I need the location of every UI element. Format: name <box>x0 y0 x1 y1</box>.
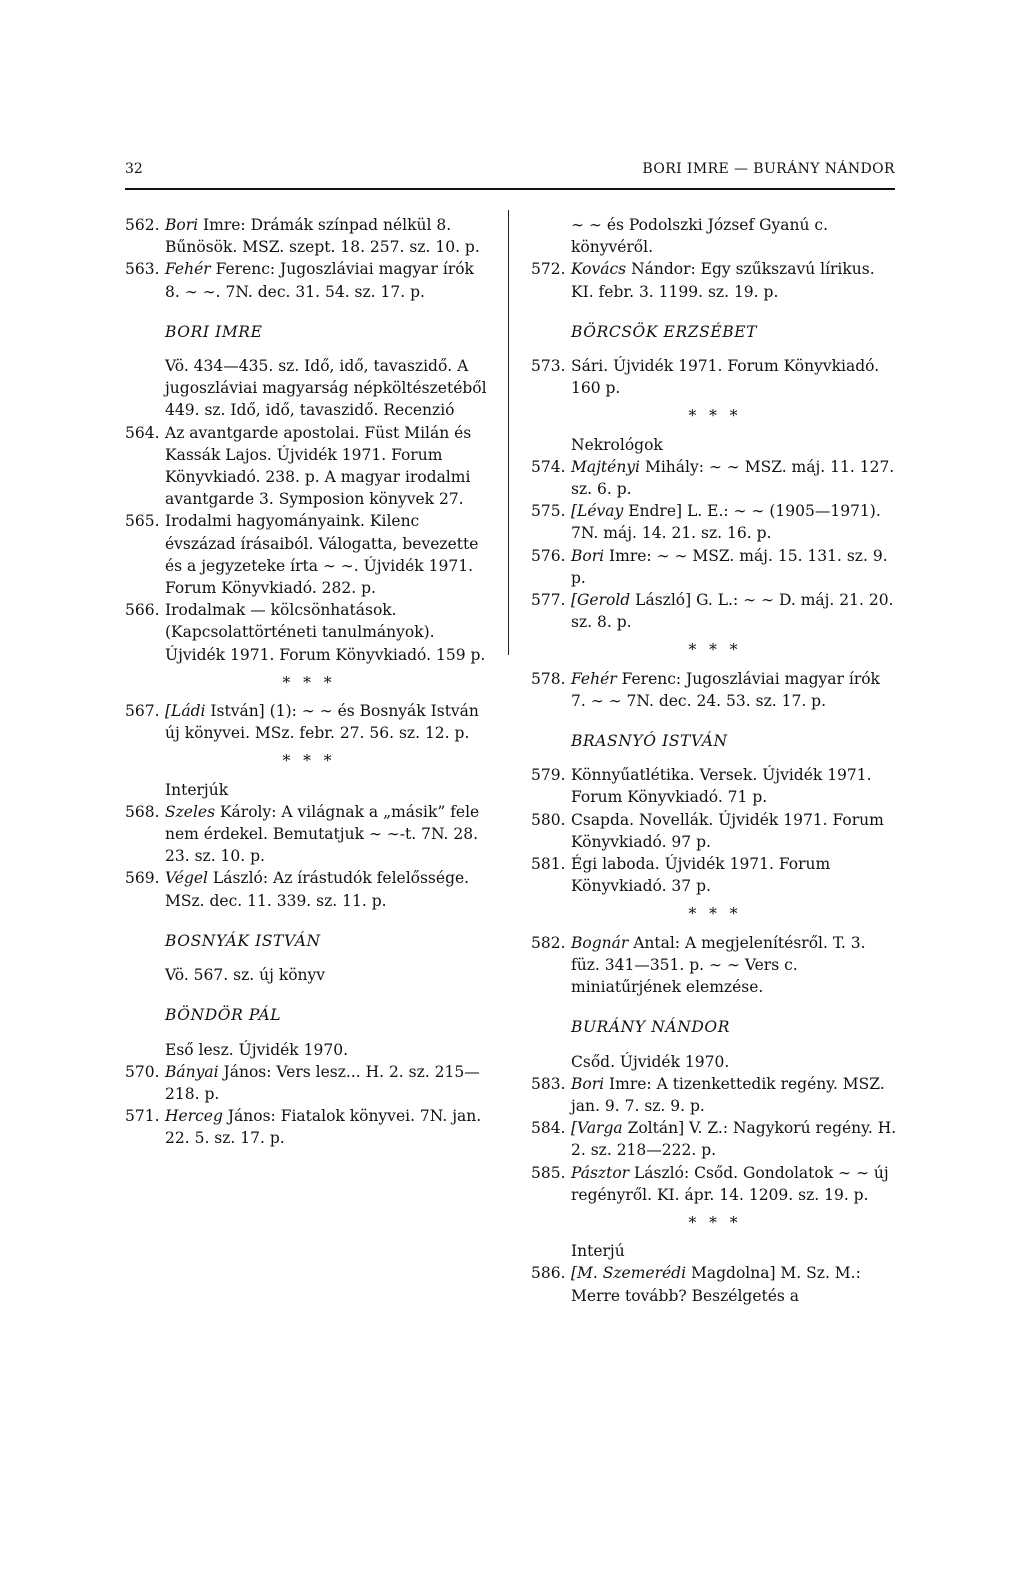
continued-text: ∼ ∼ és Podolszki József Gyanú c. könyvéről. <box>571 216 829 257</box>
entry-author: Fehér <box>165 260 211 279</box>
entry-author: Majtényi <box>571 457 641 476</box>
entry-566 <box>125 599 493 666</box>
book-title: Csőd. Újvidék 1970. <box>571 1052 730 1071</box>
entry-text: Nándor: Egy szűkszavú lírikus. KI. febr. 3. 1199. sz. 19. p. <box>571 260 875 301</box>
section-separator: * * * <box>282 673 336 692</box>
entry-text: László] G. L.: ∼ ∼ D. máj. 21. 20. sz. 8. p. <box>571 591 894 632</box>
entry-text: Mihály: ∼ ∼ MSZ. máj. 11. 127. sz. 6. p. <box>571 457 895 499</box>
subsection-label: Interjú <box>571 1242 625 1261</box>
section-heading-bori-imre: BORI IMRE <box>165 322 263 341</box>
entry-author: Bányai <box>165 1062 219 1081</box>
entry-number: 578. <box>531 669 566 688</box>
entry-number: 575. <box>531 502 566 521</box>
section-heading-burany-nandor: BURÁNY NÁNDOR <box>571 1018 730 1037</box>
cross-reference: Vö. 434—435. sz. Idő, idő, tavaszidő. A jugoszláviai magyarság népköltészetéből <box>165 357 487 398</box>
entry-578 <box>531 668 899 712</box>
entry-number: 566. <box>125 601 160 620</box>
entry-575 <box>531 500 899 544</box>
section-separator: * * * <box>688 641 742 660</box>
section-separator: * * * <box>688 1213 742 1232</box>
entry-text: Imre: A tizenkettedik regény. MSZ. jan. 9. 7. sz. 9. p. <box>571 1074 885 1115</box>
entry-567 <box>125 700 493 744</box>
section-heading-bondor-pal: BÖNDÖR PÁL <box>165 1006 282 1025</box>
entry-number: 583. <box>531 1074 566 1093</box>
entry-text: Antal: A megjelenítésről. T. 3. füz. 341—351. p. ∼ ∼ Vers c. miniatűrjének elemzése. <box>571 933 866 997</box>
entry-number: 568. <box>125 802 160 821</box>
entry-text: Imre: ∼ ∼ MSZ. máj. 15. 131. sz. 9. p. <box>571 546 888 587</box>
entry-text: Károly: A világnak a „másik” fele nem érdekel. Bemutatjuk ∼ ∼-t. 7N. 28. 23. sz. 10. p. <box>165 802 480 866</box>
entry-author: Bori <box>571 1074 605 1093</box>
entry-text: István] (1): ∼ ∼ és Bosnyák István új könyvei. MSz. febr. 27. 56. sz. 12. p. <box>165 702 479 743</box>
entry-author: [Varga <box>571 1119 623 1138</box>
entry-number: 581. <box>531 855 566 874</box>
entry-text: László: Csőd. Gondolatok ∼ ∼ új regényről. KI. ápr. 14. 1209. sz. 19. p. <box>571 1163 889 1204</box>
entry-582 <box>531 932 899 999</box>
cross-reference: 449. sz. Idő, idő, tavaszidő. Recenzió <box>165 401 455 420</box>
page-number: 32 <box>125 161 143 177</box>
entry-number: 572. <box>531 260 566 279</box>
entry-author: [Ládi <box>165 702 206 721</box>
entry-number: 571. <box>125 1107 160 1126</box>
entry-number: 579. <box>531 766 566 785</box>
entry-585 <box>531 1162 899 1206</box>
entry-text: Zoltán] V. Z.: Nagykorú regény. H. 2. sz. 218—222. p. <box>571 1119 897 1160</box>
page-header <box>125 161 895 187</box>
subsection-label: Nekrológok <box>571 435 663 454</box>
entry-author: [M. Szemerédi <box>571 1264 687 1283</box>
entry-author: Kovács <box>571 260 627 279</box>
entry-586 <box>531 1262 899 1306</box>
left-column <box>125 214 493 1150</box>
entry-author: Bori <box>165 216 199 234</box>
entry-579 <box>531 764 899 808</box>
entry-number: 580. <box>531 810 566 829</box>
entry-562 <box>125 214 493 258</box>
entry-569 <box>125 867 493 911</box>
cross-reference: Vö. 567. sz. új könyv <box>165 966 326 985</box>
section-separator: * * * <box>688 407 742 426</box>
entry-number: 582. <box>531 933 566 952</box>
entry-author: Bognár <box>571 933 629 952</box>
entry-574 <box>531 456 899 500</box>
entry-number: 584. <box>531 1119 566 1138</box>
section-heading-borcsok-erzsebet: BÖRCSÖK ERZSÉBET <box>571 322 758 341</box>
entry-author: Pásztor <box>571 1163 630 1182</box>
entry-581 <box>531 853 899 897</box>
section-heading-bosnyak-istvan: BOSNYÁK ISTVÁN <box>165 931 321 950</box>
section-separator: * * * <box>282 752 336 771</box>
subsection-label: Interjúk <box>165 780 229 799</box>
entry-author: Herceg <box>165 1107 223 1126</box>
entry-text: László: Az írástudók felelőssége. MSz. dec. 11. 339. sz. 11. p. <box>165 869 470 910</box>
entry-number: 573. <box>531 357 566 376</box>
entry-577 <box>531 589 899 633</box>
entry-author: [Lévay <box>571 502 624 521</box>
section-heading-brasnyo-istvan: BRASNYÓ ISTVÁN <box>571 732 728 751</box>
entry-text: János: Vers lesz... H. 2. sz. 215—218. p. <box>165 1062 480 1103</box>
entry-author: Szeles <box>165 802 216 821</box>
entry-author: Fehér <box>571 669 617 688</box>
entry-564 <box>125 422 493 511</box>
entry-author: Bori <box>571 546 605 565</box>
entry-text: Égi laboda. Újvidék 1971. Forum Könyvkiadó. 37 p. <box>571 855 831 896</box>
entry-number: 563. <box>125 260 160 279</box>
book-title: Eső lesz. Újvidék 1970. <box>165 1040 349 1059</box>
entry-572 <box>531 258 899 302</box>
entry-565 <box>125 510 493 599</box>
entry-text: Sári. Újvidék 1971. Forum Könyvkiadó. 160 p. <box>571 357 880 398</box>
entry-580 <box>531 809 899 853</box>
entry-text: Imre: Drámák színpad nélkül 8. Bűnösök. MSZ. szept. 18. 257. sz. 10. p. <box>165 216 480 257</box>
entry-text: Könnyűatlétika. Versek. Újvidék 1971. Forum Könyvkiadó. 71 p. <box>571 766 872 807</box>
entry-584 <box>531 1117 899 1161</box>
entry-text: Csapda. Novellák. Újvidék 1971. Forum Könyvkiadó. 97 p. <box>571 810 884 851</box>
section-separator: * * * <box>688 905 742 924</box>
entry-576 <box>531 545 899 589</box>
entry-number: 565. <box>125 512 160 531</box>
entry-number: 569. <box>125 869 160 888</box>
entry-text: Endre] L. E.: ∼ ∼ (1905—1971). 7N. máj. 14. 21. sz. 16. p. <box>571 502 881 543</box>
header-rule <box>125 188 895 190</box>
entry-number: 570. <box>125 1062 160 1081</box>
entry-number: 562. <box>125 216 160 234</box>
entry-number: 577. <box>531 591 566 610</box>
entry-text: Ferenc: Jugoszláviai magyar írók 7. ∼ ∼ 7N. dec. 24. 53. sz. 17. p. <box>571 669 880 710</box>
entry-number: 585. <box>531 1163 566 1182</box>
running-title: BORI IMRE — BURÁNY NÁNDOR <box>642 161 895 177</box>
entry-563 <box>125 258 493 302</box>
entry-568 <box>125 801 493 868</box>
entry-number: 564. <box>125 423 160 442</box>
entry-text: János: Fiatalok könyvei. 7N. jan. 22. 5. sz. 17. p. <box>165 1107 482 1148</box>
column-divider <box>508 210 509 655</box>
entry-text: Az avantgarde apostolai. Füst Milán és Kassák Lajos. Újvidék 1971. Forum Könyvkiadó. 238. p. A magyar irodalmi avantgarde 3. Symposion könyvek 27. <box>165 423 472 509</box>
entry-570 <box>125 1061 493 1105</box>
entry-571 <box>125 1105 493 1149</box>
entry-573 <box>531 355 899 399</box>
entry-number: 576. <box>531 546 566 565</box>
entry-text: Irodalmi hagyományaink. Kilenc évszázad írásaiból. Válogatta, bevezette és a jegyzeteke írta ∼ ∼. Újvidék 1971. Forum Könyvkiadó. 282. p. <box>165 512 479 598</box>
entry-text: Irodalmak — kölcsönhatások. (Kapcsolattörténeti tanulmányok). Újvidék 1971. Forum Könyvkiadó. 159 p. <box>165 601 486 664</box>
entry-author: [Gerold <box>571 591 631 610</box>
entry-text: Ferenc: Jugoszláviai magyar írók 8. ∼ ∼. 7N. dec. 31. 54. sz. 17. p. <box>165 260 474 301</box>
entry-number: 586. <box>531 1264 566 1283</box>
entry-author: Végel <box>165 869 208 888</box>
right-column <box>531 214 899 1307</box>
entry-text: Magdolna] M. Sz. M.: Merre tovább? Beszélgetés a <box>571 1264 861 1305</box>
entry-number: 574. <box>531 457 566 476</box>
entry-number: 567. <box>125 702 160 721</box>
entry-583 <box>531 1073 899 1117</box>
